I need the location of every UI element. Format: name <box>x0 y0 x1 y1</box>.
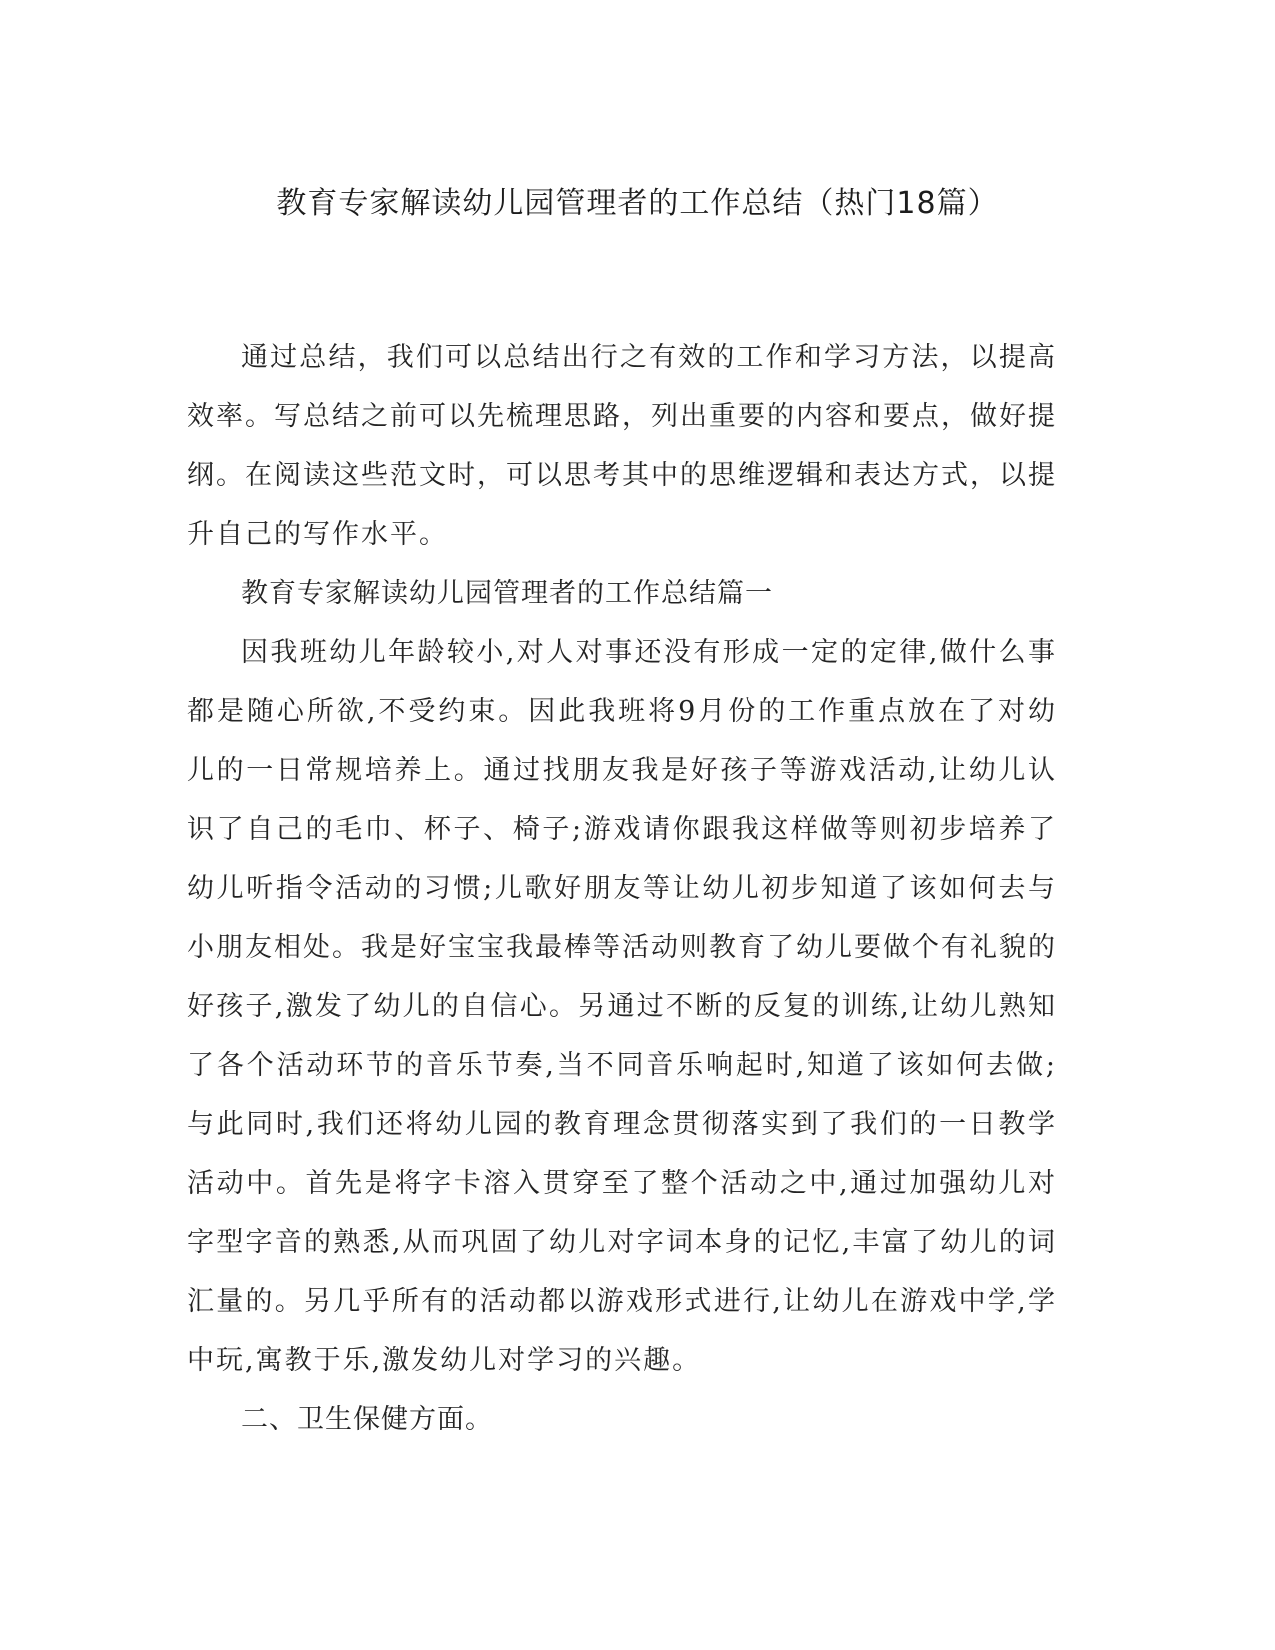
section-heading: 教育专家解读幼儿园管理者的工作总结篇一 <box>241 578 773 609</box>
intro-paragraph: 通过总结，我们可以总结出行之有效的工作和学习方法，以提高效率。写总结之前可以先梳理思路，列出重要的内容和要点，做好提纲。在阅读这些范文时，可以思考其中的思维逻辑和表达方式，以提升自己的写作水平。 <box>187 342 1057 550</box>
subsection-heading: 二、卫生保健方面。 <box>241 1404 493 1435</box>
document-body <box>187 328 1057 1449</box>
document-title: 教育专家解读幼儿园管理者的工作总结（热门18篇） <box>276 186 999 221</box>
body-paragraph: 因我班幼儿年龄较小,对人对事还没有形成一定的定律,做什么事都是随心所欲,不受约束。因此我班将9月份的工作重点放在了对幼儿的一日常规培养上。通过找朋友我是好孩子等游戏活动,让幼儿认识了自己的毛巾、杯子、椅子;游戏请你跟我这样做等则初步培养了幼儿听指令活动的习惯;儿歌好朋友等让幼儿初步知道了该如何去与小朋友相处。我是好宝宝我最棒等活动则教育了幼儿要做个有礼貌的好孩子,激发了幼儿的自信心。另通过不断的反复的训练,让幼儿熟知了各个活动环节的音乐节奏,当不同音乐响起时,知道了该如何去做;与此同时,我们还将幼儿园的教育理念贯彻落实到了我们的一日教学活动中。首先是将字卡溶入贯穿至了整个活动之中,通过加强幼儿对字型字音的熟悉,从而巩固了幼儿对字词本身的记忆,丰富了幼儿的词汇量的。另几乎所有的活动都以游戏形式进行,让幼儿在游戏中学,学中玩,寓教于乐,激发幼儿对学习的兴趣。 <box>187 637 1057 1376</box>
